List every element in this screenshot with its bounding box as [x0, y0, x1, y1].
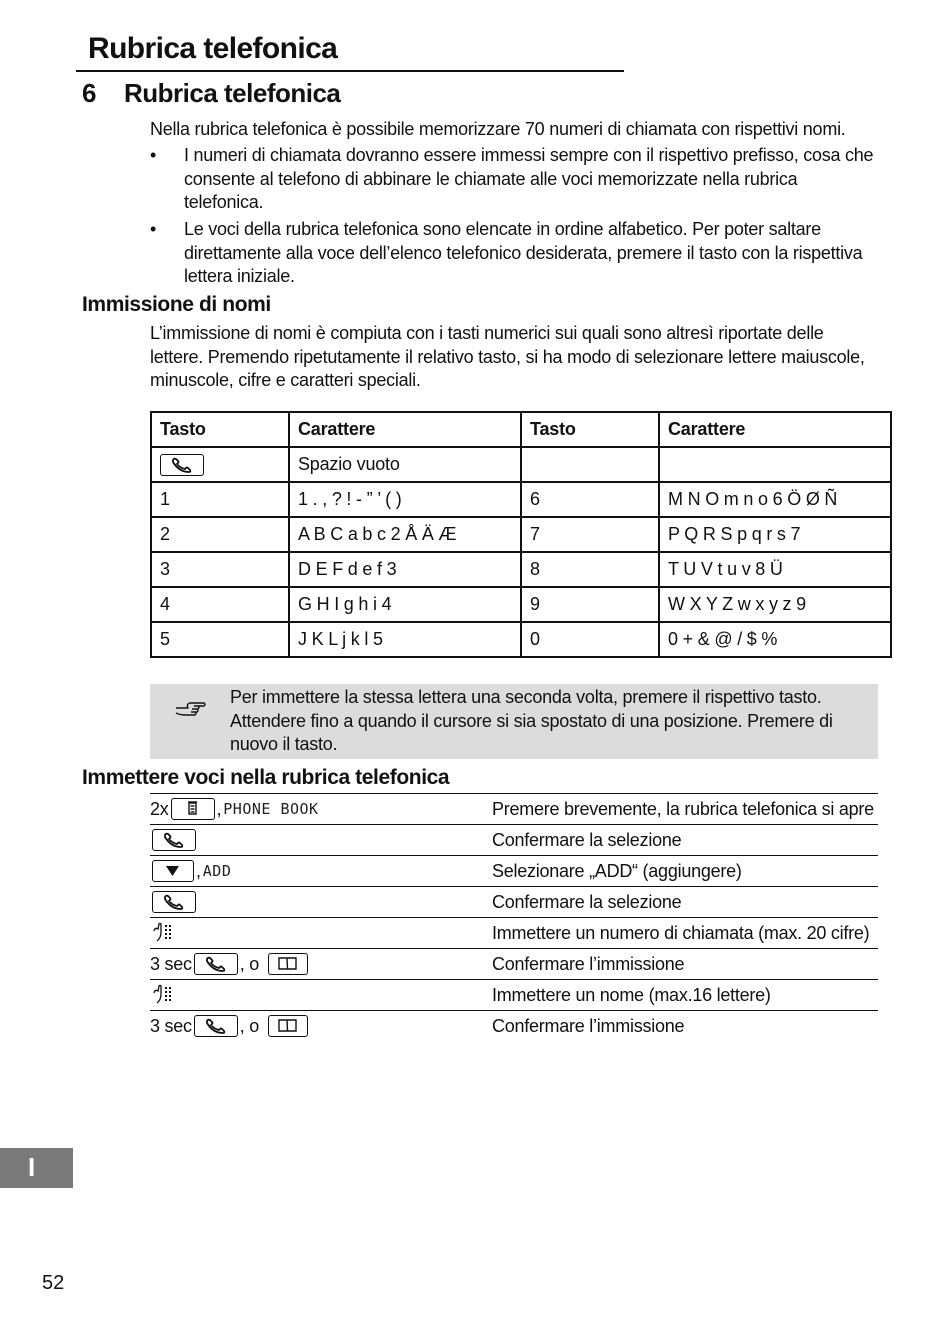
table-cell: 4	[151, 587, 289, 622]
table-cell: M N O m n o 6 Ö Ø Ñ	[659, 482, 891, 517]
call-key-icon	[152, 829, 196, 851]
phonebook-key-icon	[268, 1015, 308, 1037]
table-cell: W X Y Z w x y z 9	[659, 587, 891, 622]
table-cell: 3	[151, 552, 289, 587]
language-tab	[0, 1148, 73, 1188]
step-row	[150, 948, 878, 979]
step-row	[150, 824, 878, 855]
step-prefix: 3 sec	[150, 953, 192, 974]
names-section-title: Immissione di nomi	[82, 293, 271, 316]
call-key-icon	[194, 953, 238, 975]
section-number: 6	[82, 78, 96, 108]
table-cell: 0	[521, 622, 659, 657]
bullet-dot: •	[150, 145, 157, 165]
table-cell: G H I g h i 4	[289, 587, 521, 622]
keypad-icon	[152, 984, 174, 1006]
table-cell	[659, 447, 891, 482]
character-table	[150, 411, 892, 658]
table-row	[151, 517, 891, 552]
table-cell: 6	[521, 482, 659, 517]
table-cell: Spazio vuoto	[289, 447, 521, 482]
table-cell: J K L j k l 5	[289, 622, 521, 657]
menu-key-icon	[171, 798, 215, 820]
table-cell	[151, 447, 289, 482]
call-key-icon	[194, 1015, 238, 1037]
page-header	[76, 30, 624, 72]
page-number: 52	[42, 1272, 65, 1294]
step-description: Selezionare „ADD“ (aggiungere)	[492, 861, 742, 881]
step-description: Confermare la selezione	[492, 892, 682, 912]
table-row	[151, 552, 891, 587]
table-cell: P Q R S p q r s 7	[659, 517, 891, 552]
keypad-icon	[152, 922, 174, 944]
table-header-cell: Carattere	[289, 412, 521, 447]
step-description: Premere brevemente, la rubrica telefonica si apre	[492, 799, 874, 819]
step-row	[150, 917, 878, 948]
down-arrow-key-icon	[152, 860, 194, 882]
table-row	[151, 447, 891, 482]
table-cell: 5	[151, 622, 289, 657]
step-key	[150, 952, 310, 976]
table-header-row	[151, 412, 891, 447]
step-description: Confermare l’immissione	[492, 954, 685, 974]
step-description: Immettere un numero di chiamata (max. 20 cifre)	[492, 923, 870, 943]
step-key	[150, 983, 178, 1007]
table-cell: 8	[521, 552, 659, 587]
table-cell: 1 . , ? ! - ” ’ ( )	[289, 482, 521, 517]
table-cell: A B C a b c 2 Å Ä Æ	[289, 517, 521, 552]
phonebook-key-icon	[268, 953, 308, 975]
table-header-cell: Carattere	[659, 412, 891, 447]
intro-paragraph: Nella rubrica telefonica è possibile memorizzare 70 numeri di chiamata con rispettivi nomi.	[150, 119, 846, 139]
table-header-cell: Tasto	[521, 412, 659, 447]
step-prefix: 2x	[150, 798, 169, 819]
steps-list	[150, 793, 878, 1041]
call-key-icon	[152, 891, 196, 913]
step-key	[150, 890, 200, 914]
table-row	[151, 482, 891, 517]
page-header-title: Rubrica telefonica	[88, 32, 338, 65]
bullet-dot: •	[150, 219, 157, 239]
step-row	[150, 1010, 878, 1041]
section-title: Rubrica telefonica	[124, 78, 341, 108]
table-cell: 2	[151, 517, 289, 552]
table-row	[151, 622, 891, 657]
table-cell: 0 + & @ / $ %	[659, 622, 891, 657]
step-separator: , o	[239, 953, 260, 974]
entries-section-title: Immettere voci nella rubrica telefonica	[82, 766, 450, 789]
step-row	[150, 886, 878, 917]
step-separator: ,	[196, 860, 201, 881]
step-separator: , o	[239, 1015, 260, 1036]
table-cell: D E F d e f 3	[289, 552, 521, 587]
display-text: PHONE BOOK	[223, 800, 319, 818]
table-header-cell: Tasto	[151, 412, 289, 447]
note-box	[150, 684, 878, 759]
names-section-text: L’immissione di nomi è compiuta con i tasti numerici sui quali sono altresì riportate delle lettere. Premendo ripetutamente il relativo tasto, si ha modo di selezionare lettere maiuscole, minuscole, cifre e caratteri speciali.	[150, 323, 865, 390]
table-cell: 7	[521, 517, 659, 552]
table-cell: T U V t u v 8 Ü	[659, 552, 891, 587]
step-row	[150, 793, 878, 824]
step-row	[150, 979, 878, 1010]
section-heading	[82, 78, 340, 109]
display-text: ADD	[202, 862, 232, 880]
bullet-text: I numeri di chiamata dovranno essere immessi sempre con il rispettivo prefisso, cosa che consente al telefono di abbinare le chiamate alle voci memorizzate nella rubrica telefonica.	[184, 145, 874, 212]
step-row	[150, 855, 878, 886]
step-key	[150, 921, 178, 945]
call-key-icon	[160, 454, 204, 476]
table-cell: 9	[521, 587, 659, 622]
table-cell	[521, 447, 659, 482]
table-cell: 1	[151, 482, 289, 517]
step-prefix: 3 sec	[150, 1015, 192, 1036]
step-key	[150, 797, 319, 821]
step-separator: ,	[216, 798, 222, 819]
step-description: Confermare l’immissione	[492, 1016, 685, 1036]
step-key	[150, 1014, 310, 1038]
language-tab-label: I	[28, 1152, 36, 1182]
bullet-text: Le voci della rubrica telefonica sono elencate in ordine alfabetico. Per poter saltare direttamente alla voce dell’elenco telefonico desiderata, premere il tasto con la rispettiva lettera iniziale.	[184, 219, 863, 286]
step-description: Confermare la selezione	[492, 830, 682, 850]
table-row	[151, 587, 891, 622]
step-key	[150, 828, 200, 852]
pointing-hand-icon	[174, 698, 206, 724]
step-key	[150, 859, 231, 883]
note-text: Per immettere la stessa lettera una seconda volta, premere il rispettivo tasto. Attendere fino a quando il cursore si sia spostato di una posizione. Premere di nuovo il tasto.	[230, 687, 833, 754]
step-description: Immettere un nome (max.16 lettere)	[492, 985, 771, 1005]
